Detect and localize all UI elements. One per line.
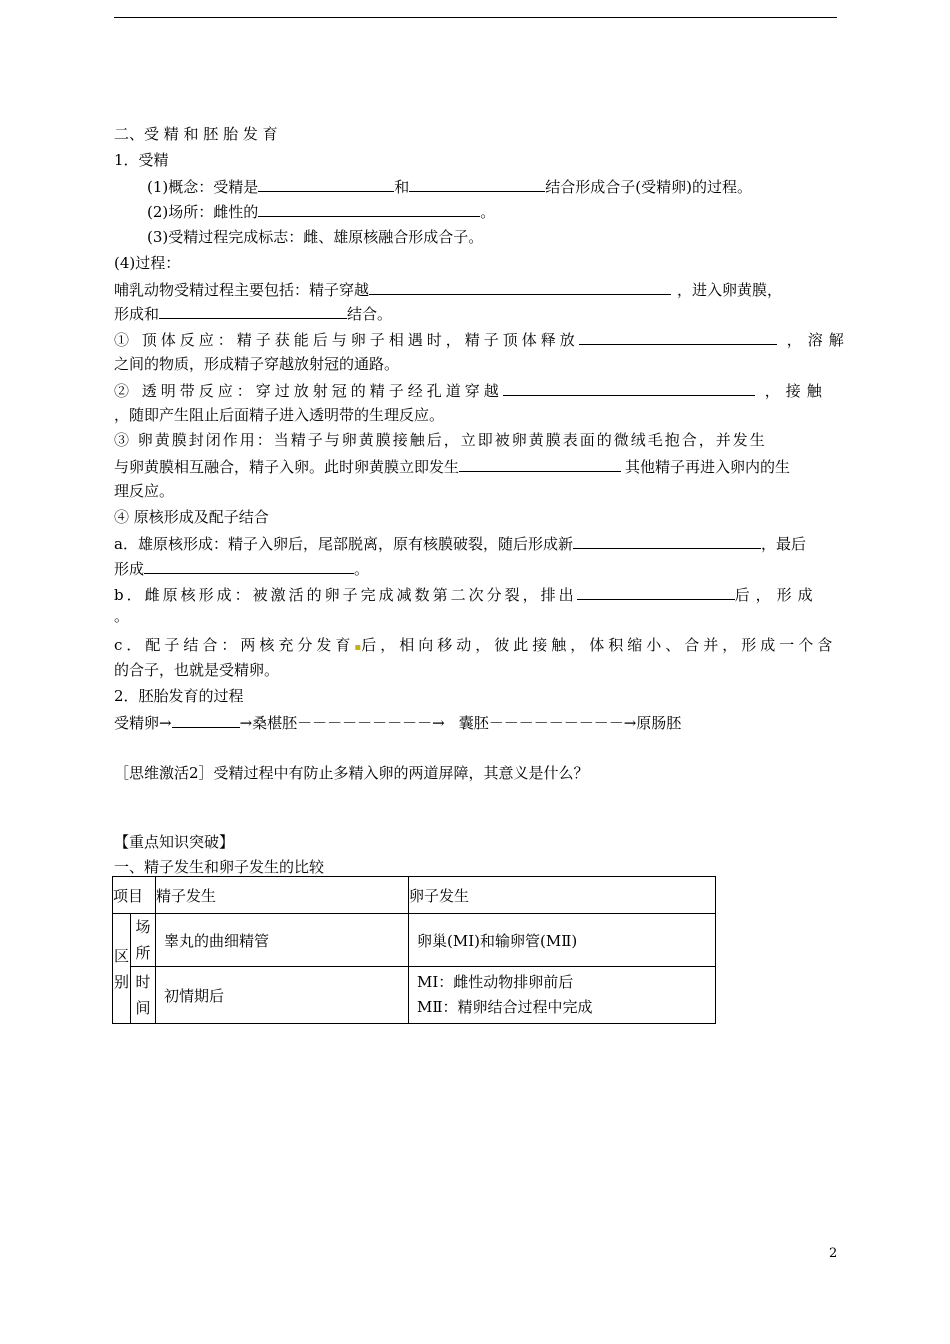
male-pronucleus-line-2: 形成 。 (114, 560, 370, 578)
pronucleus-heading: ④ 原核形成及配子结合 (114, 508, 269, 526)
comparison-table (112, 876, 716, 1024)
blank (459, 458, 621, 472)
vitelline-line-1: ③ 卵黄膜封闭作用：当精子与卵黄膜接触后，立即被卵黄膜表面的微绒毛抱合，并发生 (114, 431, 767, 449)
thinking-question: ［思维激活2］受精过程中有防止多精入卵的两道屏障，其意义是什么？ (114, 764, 589, 782)
page-number: 2 (829, 1246, 838, 1261)
mark-line: (3)受精过程完成标志：雌、雄原核融合形成合子。 (147, 228, 484, 246)
header-egg: 卵子发生 (409, 877, 716, 914)
cell-egg-place: 卵巢(MⅠ)和输卵管(MⅡ) (409, 914, 716, 967)
blank (573, 535, 761, 549)
mammal-line-1: 哺乳动物受精过程主要包括：精子穿越 ，进入卵黄膜， (114, 281, 783, 299)
mark-dot: ▪ (354, 642, 362, 653)
female-pronucleus-line-2: 。 (114, 607, 130, 625)
blank (258, 178, 394, 192)
blank (258, 203, 480, 217)
blank (172, 714, 240, 728)
place-line: (2)场所：雌性的 。 (147, 203, 496, 221)
blank (577, 586, 735, 600)
vitelline-line-3: 理反应。 (114, 482, 175, 500)
blank (159, 305, 347, 319)
blank (579, 331, 777, 345)
zona-line-1: ② 透明带反应：穿过放射冠的精子经孔道穿越 ，接触 (114, 382, 828, 400)
mammal-line-2: 形成和 结合。 (114, 305, 393, 323)
gamete-fusion-line-2: 的合子，也就是受精卵。 (114, 661, 280, 679)
acrosome-line-1: ① 顶体反应：精子获能后与卵子相遇时，精子顶体释放 ，溶解 (114, 331, 850, 349)
row-label-time: 时 间 (131, 967, 156, 1024)
blank (144, 560, 354, 574)
row-label-place: 场 所 (131, 914, 156, 967)
blank (369, 281, 671, 295)
comparison-subheading: 一、精子发生和卵子发生的比较 (114, 858, 325, 876)
group-label: 区 别 (113, 914, 131, 1024)
vitelline-line-2: 与卵黄膜相互融合，精子入卵。此时卵黄膜立即发生 其他精子再进入卵内的生 (114, 458, 791, 476)
process-label: (4)过程： (114, 254, 181, 272)
gamete-fusion-line-1: c．配子结合：两核充分发育▪后，相向移动，彼此接触，体积缩小、合并，形成一个含 (114, 636, 837, 654)
zona-line-2: ，随即产生阻止后面精子进入透明带的生理反应。 (114, 406, 445, 424)
male-pronucleus-line-1: a．雄原核形成：精子入卵后，尾部脱离，原有核膜破裂，随后形成新 ，最后 (114, 535, 806, 553)
cell-sperm-place: 睾丸的曲细精管 (156, 914, 409, 967)
cell-egg-time: MⅠ：雌性动物排卵前后 MⅡ：精卵结合过程中完成 (409, 967, 716, 1024)
subheading-fertilization: 1．受精 (114, 151, 169, 169)
acrosome-line-2: 之间的物质，形成精子穿越放射冠的通路。 (114, 355, 400, 373)
header-rule (114, 17, 837, 18)
cell-sperm-time: 初情期后 (156, 967, 409, 1024)
section-heading: 二、受 精 和 胚 胎 发 育 (114, 125, 278, 143)
blank (503, 382, 755, 396)
key-heading: 【重点知识突破】 (114, 833, 235, 851)
female-pronucleus-line-1: b．雌原核形成：被激活的卵子完成减数第二次分裂，排出 后，形成 (114, 586, 819, 604)
embryo-flow: 受精卵→ →桑椹胚－－－－－－－－－→ 囊胚－－－－－－－－－→原肠胚 (114, 714, 682, 732)
header-sperm: 精子发生 (156, 877, 409, 914)
concept-line: (1)概念：受精是 和 结合形成合子(受精卵)的过程。 (147, 178, 752, 196)
subheading-embryo: 2．胚胎发育的过程 (114, 687, 244, 705)
blank (409, 178, 545, 192)
header-item: 项目 (113, 877, 156, 914)
